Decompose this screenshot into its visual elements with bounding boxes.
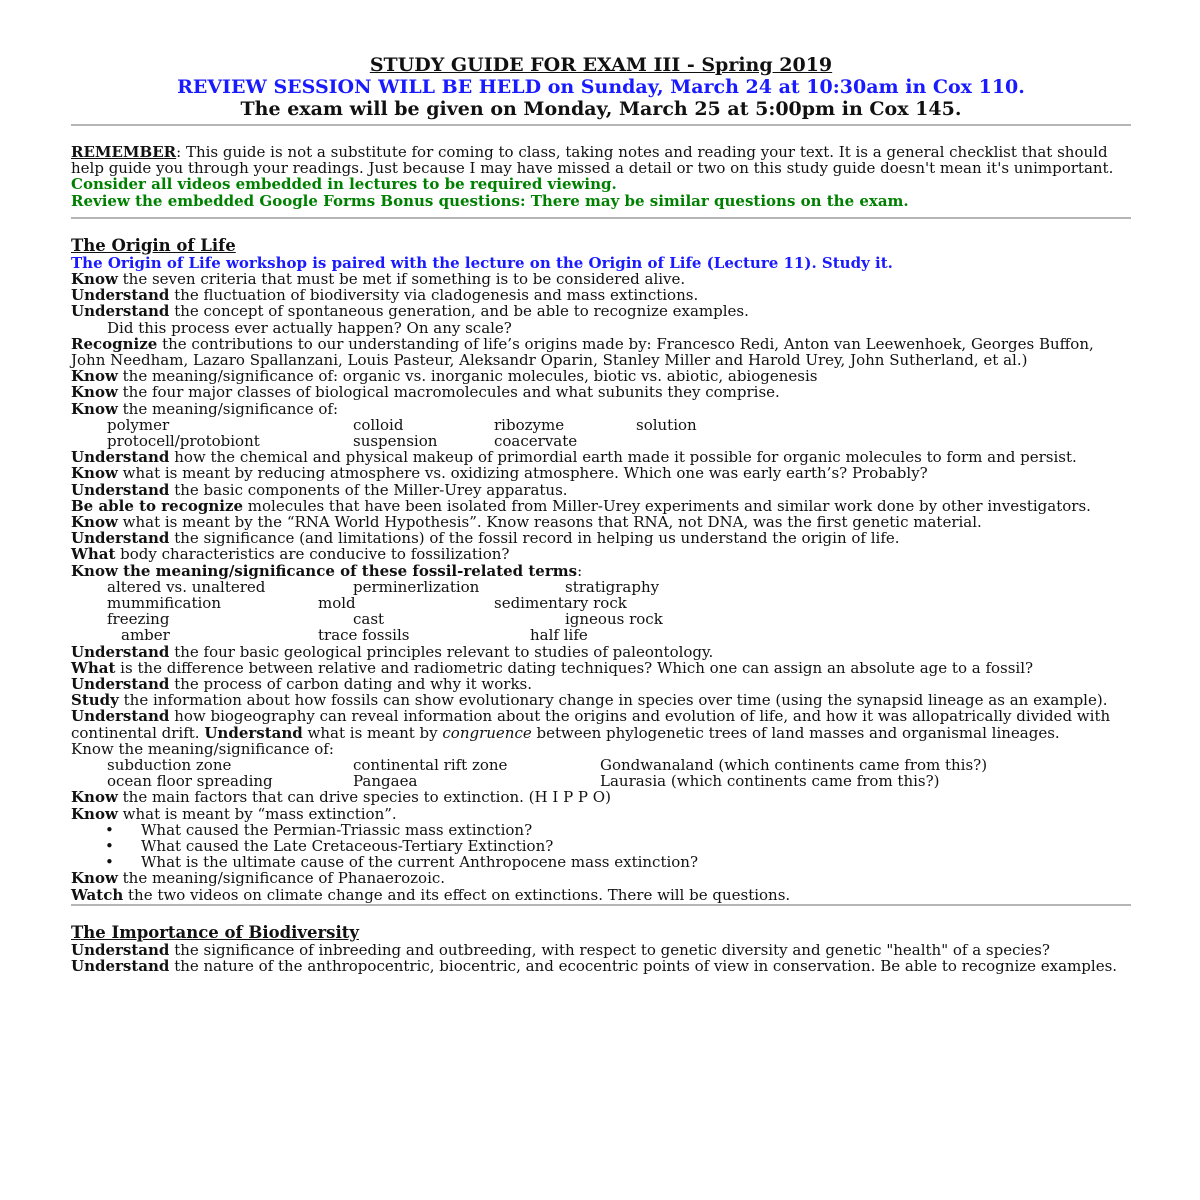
list-item: Know the meaning/significance of these fossil-related terms: <box>71 561 583 580</box>
list-item: Understand the fluctuation of biodiversity via cladogenesis and mass extinctions. <box>71 286 699 305</box>
list-item: Understand the four basic geological principles relevant to studies of paleontology. <box>71 642 714 661</box>
list-item: Understand the concept of spontaneous generation, and be able to recognize examples. <box>71 302 749 321</box>
study-guide-page <box>71 54 1131 974</box>
section-heading-biodiversity: The Importance of Biodiversity <box>71 922 359 942</box>
bullet-icon: • <box>105 820 114 839</box>
list-item: Know the main factors that can drive species to extinction. (H I P P O) <box>71 788 611 807</box>
list-item: Know what is meant by “mass extinction”. <box>71 804 397 823</box>
term-row: freezing cast igneous rock <box>107 610 663 629</box>
list-item: Know the meaning/significance of: <box>71 739 334 758</box>
list-item: Know what is meant by the “RNA World Hypothesis”. Know reasons that RNA, not DNA, was the first genetic material. <box>71 513 982 532</box>
list-item: What is the difference between relative and radiometric dating techniques? Which one can assign an absolute age to a fossil? <box>71 658 1034 677</box>
document-title: STUDY GUIDE FOR EXAM III - Spring 2019 <box>369 54 833 76</box>
bullet-item: • What caused the Late Cretaceous-Tertiary Extinction? <box>105 837 554 855</box>
remember-label: REMEMBER <box>71 143 177 161</box>
list-item: Understand the process of carbon dating and why it works. <box>71 675 532 693</box>
bullet-icon: • <box>105 853 114 872</box>
list-item: Know the seven criteria that must be met if something is to be considered alive. <box>71 270 686 289</box>
videos-note: Consider all videos embedded in lectures to be required viewing. <box>71 175 617 194</box>
remember-text: : This guide is not a substitute for coming to class, taking notes and reading your text. It is a general checklist that should help guide you through your readings. Just because I may have missed a detail or two on this study guide doesn't mean it's unimportant. <box>71 143 1114 178</box>
list-item: Understand the significance of inbreeding and outbreeding, with respect to genetic diversity and genetic "health" of a species? Understand the nature of the anthropocentric, biocentric, and ecocentric points of view in conservation. Be able to recognize examples. <box>71 940 1118 976</box>
exam-notice: The exam will be given on Monday, March 25 at 5:00pm in Cox 145. <box>240 98 962 120</box>
term-row: protocell/protobiont suspension coacervate <box>107 432 578 451</box>
divider <box>71 904 1131 906</box>
list-item: Study the information about how fossils can show evolutionary change in species over time (using the synapsid lineage as an example). <box>71 691 1108 710</box>
list-item: Know the meaning/significance of: <box>71 399 339 418</box>
list-item: Know the meaning/significance of: organic vs. inorganic molecules, biotic vs. abiotic, abiogenesis <box>71 367 818 386</box>
review-session-notice: REVIEW SESSION WILL BE HELD on Sunday, March 24 at 10:30am in Cox 110. <box>177 76 1025 98</box>
divider <box>71 217 1131 219</box>
list-item: Watch the two videos on climate change and its effect on extinctions. There will be questions. <box>71 885 791 904</box>
term-row: amber trace fossils half life <box>121 626 588 645</box>
list-item: What body characteristics are conducive to fossilization? <box>71 545 510 564</box>
section-heading-origin: The Origin of Life <box>71 235 236 255</box>
workshop-note: The Origin of Life workshop is paired with the lecture on the Origin of Life (Lecture 11). Study it. <box>71 253 893 272</box>
remember-paragraph <box>71 144 1131 176</box>
list-item: Know the four major classes of biological macromolecules and what subunits they comprise. <box>71 383 780 402</box>
list-item: Understand the significance (and limitations) of the fossil record in helping us understand the origin of life. <box>71 529 900 548</box>
bullet-item: • What caused the Permian-Triassic mass extinction? <box>105 820 533 839</box>
list-subitem: Did this process ever actually happen? On any scale? <box>107 318 512 337</box>
term-row: altered vs. unaltered perminerlization stratigraphy <box>107 577 660 596</box>
list-item: Understand the basic components of the Miller-Urey apparatus. <box>71 480 568 499</box>
list-item: Understand how biogeography can reveal information about the origins and evolution of life, and how it was allopatrically divided with continental drift. Understand what is meant by congruence between phylogenetic trees of land masses and organismal lineages. <box>71 707 1111 742</box>
term-row: polymer colloid ribozyme solution <box>107 415 697 434</box>
term-row: ocean floor spreading Pangaea Laurasia (which continents came from this?) <box>107 772 940 791</box>
list-item: Recognize the contributions to our understanding of life’s origins made by: Francesco Redi, Anton van Leewenhoek, Georges Buffon, John Needham, Lazaro Spallanzani, Louis Pasteur, Aleksandr Oparin, Stanley Miller and Harold Urey, John Sutherland, et al.) <box>71 334 1094 370</box>
term-row: subduction zone continental rift zone Gondwanaland (which continents came from this?) <box>107 756 988 775</box>
list-item: Know what is meant by reducing atmosphere vs. oxidizing atmosphere. Which one was early earth’s? Probably? <box>71 464 928 483</box>
bullet-list <box>71 822 1131 871</box>
divider <box>71 124 1131 126</box>
list-item: Know the meaning/significance of Phanaerozoic. <box>71 869 446 888</box>
list-item: Be able to recognize molecules that have been isolated from Miller-Urey experiments and similar work done by other investigators. <box>71 496 1091 515</box>
bullet-icon: • <box>105 837 114 855</box>
term-row: mummification mold sedimentary rock <box>107 594 627 613</box>
forms-note: Review the embedded Google Forms Bonus questions: There may be similar questions on the exam. <box>71 191 909 210</box>
list-item: Understand how the chemical and physical makeup of primordial earth made it possible for organic molecules to form and persist. <box>71 448 1077 467</box>
bullet-item: • What is the ultimate cause of the current Anthropocene mass extinction? <box>105 853 699 872</box>
